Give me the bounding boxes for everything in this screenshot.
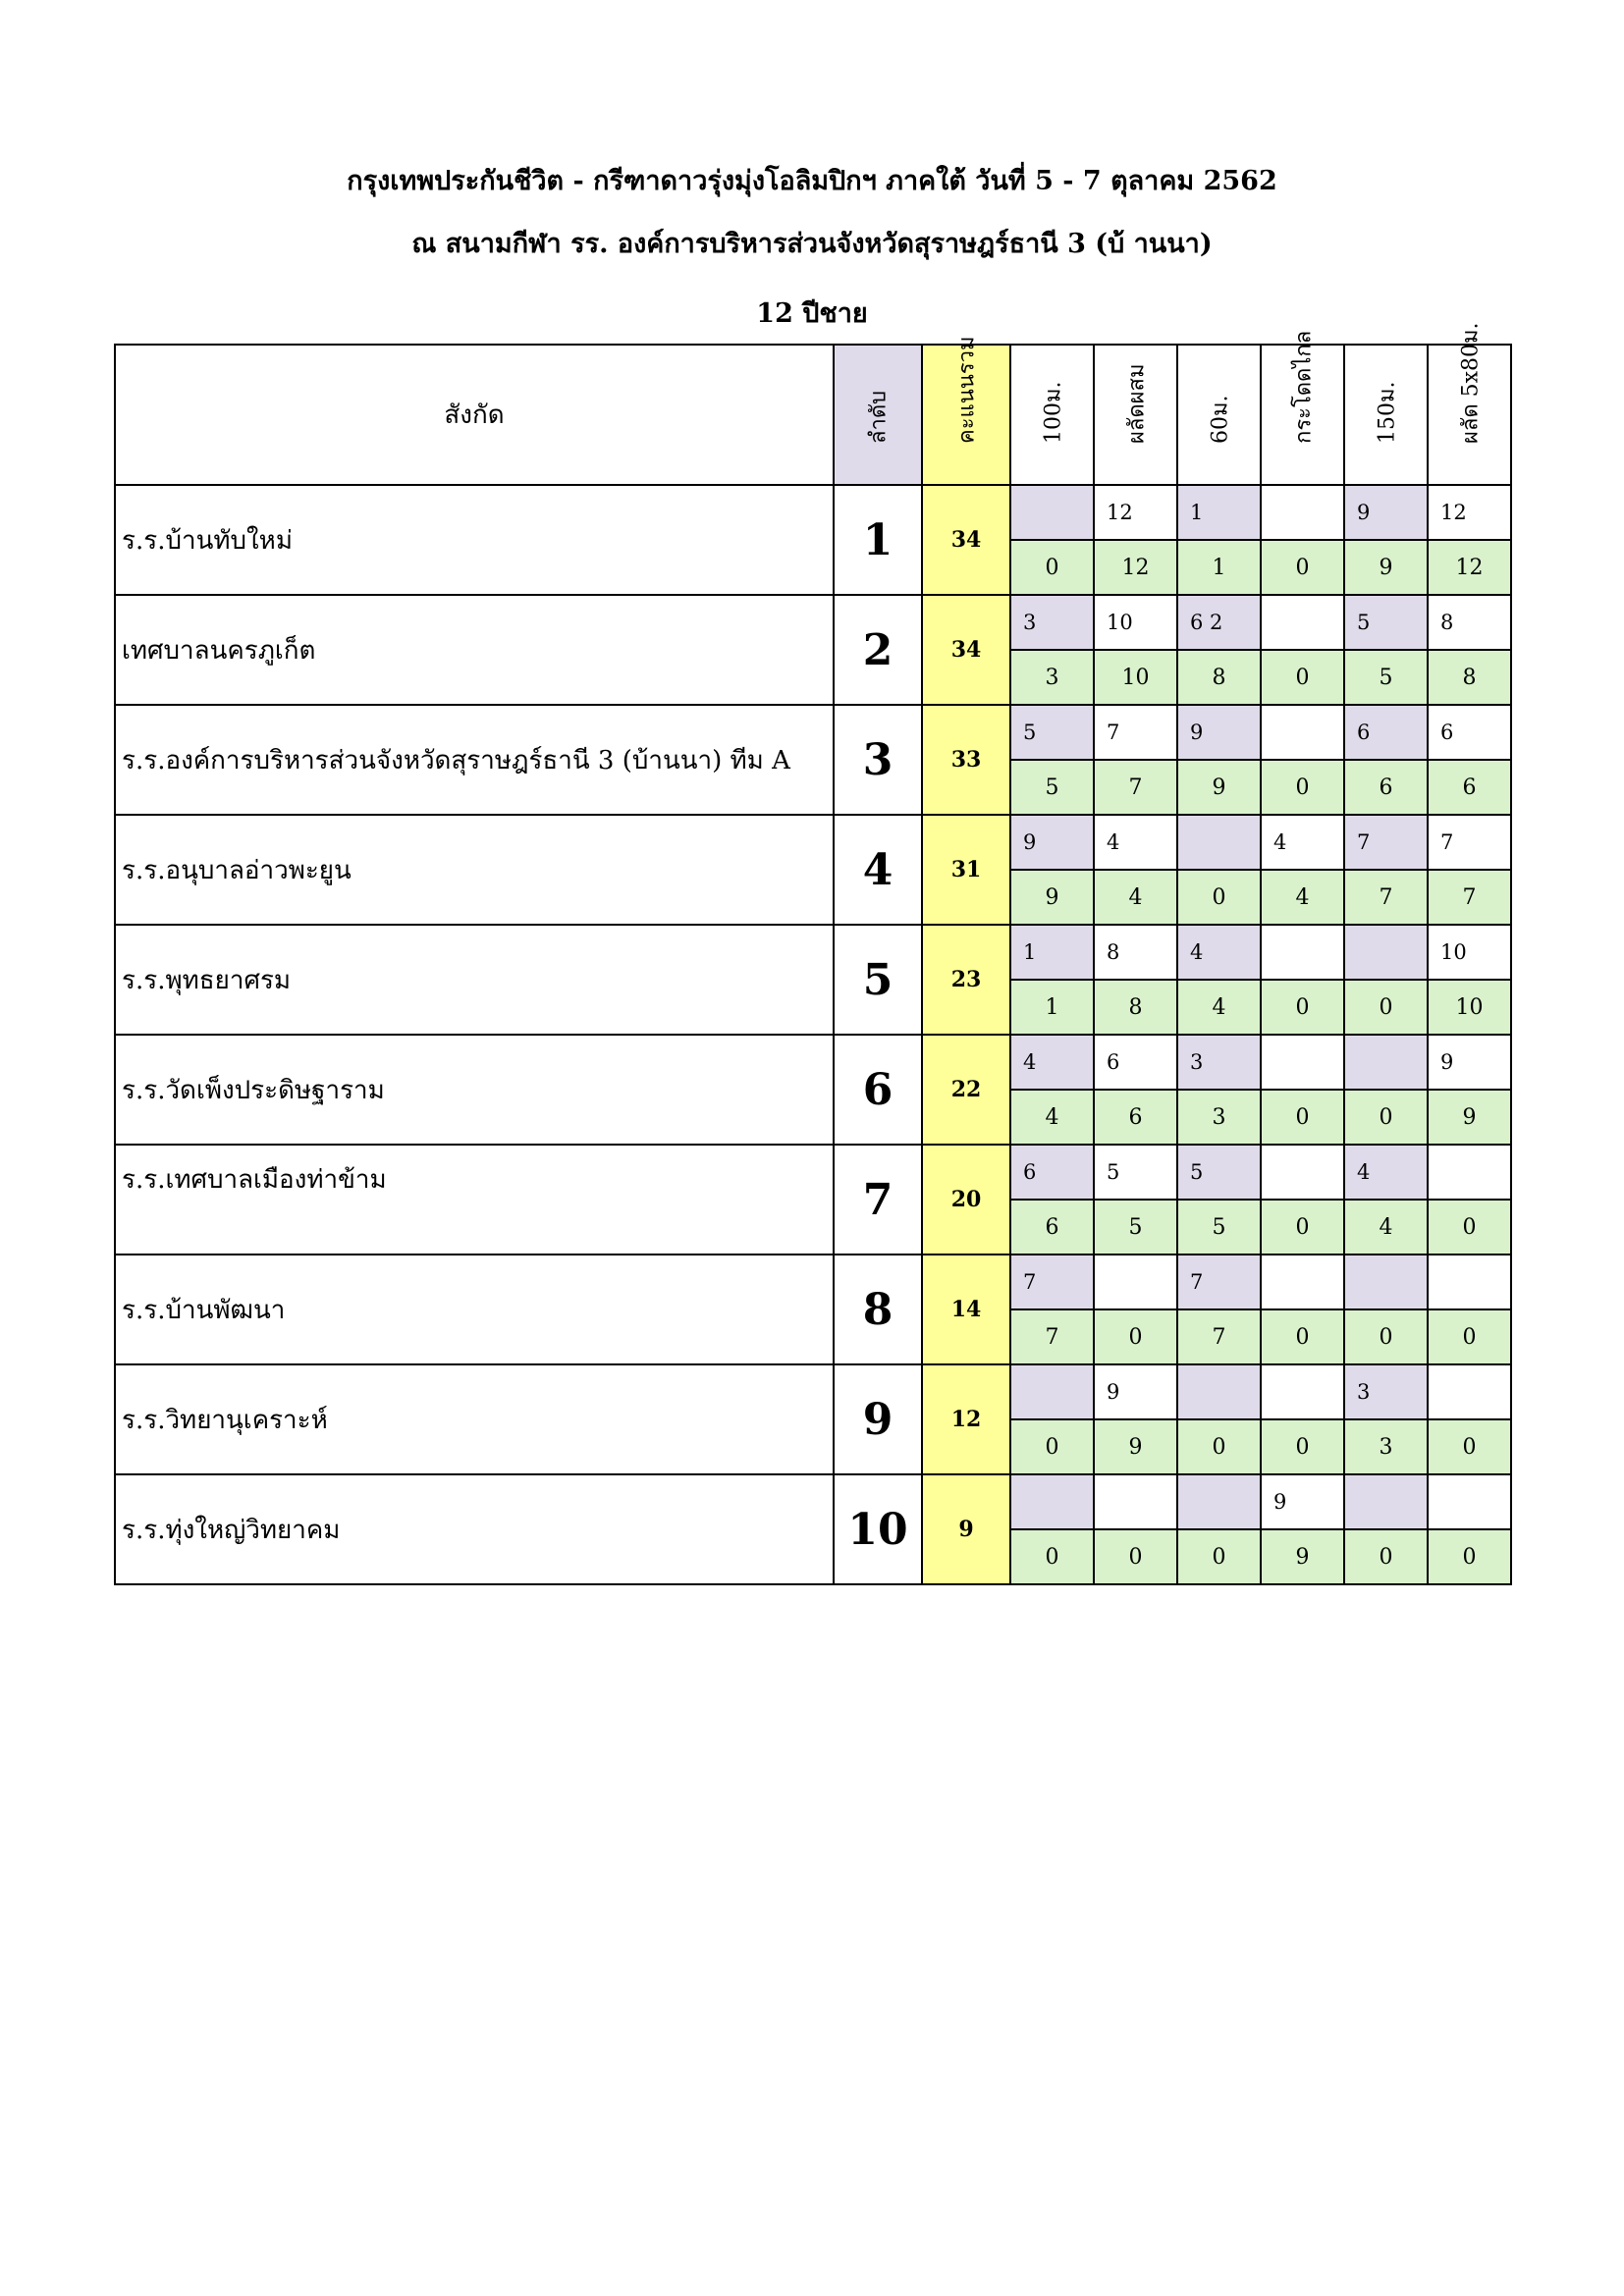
points-cell: 0 <box>1177 870 1261 925</box>
rank-value: 3 <box>834 705 922 815</box>
placement-cell <box>1010 1364 1094 1419</box>
points-cell: 3 <box>1177 1090 1261 1145</box>
rank-value: 9 <box>834 1364 922 1474</box>
placement-cell: 7 <box>1344 815 1428 870</box>
results-table <box>114 322 1512 1585</box>
placement-cell <box>1428 1364 1511 1419</box>
placement-cell: 7 <box>1094 705 1177 760</box>
placement-cell: 3 <box>1010 595 1094 650</box>
table-row <box>115 1035 1511 1090</box>
school-name: ร.ร.พุทธยาศรม <box>115 925 834 1035</box>
points-cell: 0 <box>1010 1529 1094 1584</box>
total-column-header <box>922 336 1010 485</box>
placement-cell: 6 2 <box>1177 595 1261 650</box>
rank-column-header <box>834 345 922 485</box>
table-row <box>115 705 1511 760</box>
placement-cell: 8 <box>1428 595 1511 650</box>
points-cell: 10 <box>1428 980 1511 1035</box>
total-score: 14 <box>922 1255 1010 1364</box>
placement-cell: 10 <box>1428 925 1511 980</box>
points-cell: 7 <box>1428 870 1511 925</box>
table-row <box>115 485 1511 540</box>
points-cell: 1 <box>1177 540 1261 595</box>
rank-column-label: ลำดับ <box>866 390 892 444</box>
rank-value: 10 <box>834 1474 922 1584</box>
points-cell: 9 <box>1094 1419 1177 1474</box>
total-score: 33 <box>922 705 1010 815</box>
placement-cell <box>1177 815 1261 870</box>
points-cell: 0 <box>1344 1529 1428 1584</box>
page-title: กรุงเทพประกันชีวิต - กรีฑาดาวรุ่งมุ่งโอลิมปิกฯ ภาคใต้ วันที่ 5 - 7 ตุลาคม 2562 <box>347 166 1277 196</box>
event-column-header <box>1177 345 1261 485</box>
placement-cell: 6 <box>1094 1035 1177 1090</box>
placement-cell <box>1177 1364 1261 1419</box>
points-cell: 12 <box>1094 540 1177 595</box>
table-row <box>115 1255 1511 1309</box>
total-score: 12 <box>922 1364 1010 1474</box>
placement-cell <box>1010 485 1094 540</box>
placement-cell <box>1261 595 1344 650</box>
placement-cell: 9 <box>1094 1364 1177 1419</box>
school-column-header: สังกัด <box>115 345 834 485</box>
points-cell: 4 <box>1010 1090 1094 1145</box>
points-cell: 5 <box>1010 760 1094 815</box>
total-score: 34 <box>922 485 1010 595</box>
placement-cell: 7 <box>1177 1255 1261 1309</box>
points-cell: 0 <box>1261 540 1344 595</box>
points-cell: 0 <box>1261 1419 1344 1474</box>
placement-cell <box>1261 705 1344 760</box>
school-name: ร.ร.ทุ่งใหญ่วิทยาคม <box>115 1474 834 1584</box>
points-cell: 0 <box>1428 1309 1511 1364</box>
points-cell: 7 <box>1177 1309 1261 1364</box>
event-column-header <box>1428 322 1511 485</box>
points-cell: 9 <box>1428 1090 1511 1145</box>
points-cell: 4 <box>1094 870 1177 925</box>
table-row <box>115 925 1511 980</box>
placement-cell <box>1261 1364 1344 1419</box>
points-cell: 0 <box>1261 650 1344 705</box>
placement-cell <box>1094 1255 1177 1309</box>
points-cell: 4 <box>1177 980 1261 1035</box>
school-name: ร.ร.เทศบาลเมืองท่าข้าม <box>115 1145 834 1255</box>
points-cell: 0 <box>1344 980 1428 1035</box>
points-cell: 3 <box>1344 1419 1428 1474</box>
event-column-label: 60ม. <box>1208 395 1232 444</box>
placement-cell: 1 <box>1177 485 1261 540</box>
points-cell: 6 <box>1428 760 1511 815</box>
placement-cell: 4 <box>1177 925 1261 980</box>
event-column-header <box>1261 330 1344 485</box>
event-column-label: 150ม. <box>1375 381 1399 444</box>
placement-cell <box>1344 1255 1428 1309</box>
points-cell: 9 <box>1010 870 1094 925</box>
points-cell: 10 <box>1094 650 1177 705</box>
placement-cell <box>1261 1035 1344 1090</box>
school-name: ร.ร.วัดเพ็งประดิษฐาราม <box>115 1035 834 1145</box>
placement-cell <box>1261 925 1344 980</box>
event-column-header <box>1344 345 1428 485</box>
placement-cell: 6 <box>1010 1145 1094 1200</box>
placement-cell: 3 <box>1177 1035 1261 1090</box>
placement-cell: 12 <box>1094 485 1177 540</box>
placement-cell <box>1094 1474 1177 1529</box>
points-cell: 0 <box>1177 1419 1261 1474</box>
venue-subtitle: ณ สนามกีฬา รร. องค์การบริหารส่วนจังหวัดสุราษฎร์ธานี 3 (บ้ านนา) <box>411 229 1213 259</box>
points-cell: 6 <box>1010 1200 1094 1255</box>
event-column-label: กระโดดไกล <box>1291 330 1316 444</box>
points-cell: 9 <box>1261 1529 1344 1584</box>
total-score: 34 <box>922 595 1010 705</box>
points-cell: 0 <box>1428 1529 1511 1584</box>
event-column-label: ผลัดผสม <box>1124 363 1149 444</box>
placement-cell: 9 <box>1344 485 1428 540</box>
total-score: 23 <box>922 925 1010 1035</box>
points-cell: 0 <box>1344 1309 1428 1364</box>
placement-cell: 6 <box>1428 705 1511 760</box>
school-name: ร.ร.บ้านพัฒนา <box>115 1255 834 1364</box>
placement-cell: 5 <box>1344 595 1428 650</box>
placement-cell: 9 <box>1261 1474 1344 1529</box>
placement-cell: 3 <box>1344 1364 1428 1419</box>
table-row <box>115 1145 1511 1200</box>
placement-cell: 9 <box>1177 705 1261 760</box>
placement-cell: 9 <box>1010 815 1094 870</box>
points-cell: 0 <box>1177 1529 1261 1584</box>
points-cell: 9 <box>1344 540 1428 595</box>
placement-cell <box>1177 1474 1261 1529</box>
rank-value: 7 <box>834 1145 922 1255</box>
points-cell: 0 <box>1261 1309 1344 1364</box>
placement-cell <box>1261 1255 1344 1309</box>
category-subtitle: 12 ปีชาย <box>756 298 868 329</box>
placement-cell <box>1010 1474 1094 1529</box>
placement-cell: 4 <box>1261 815 1344 870</box>
placement-cell: 4 <box>1094 815 1177 870</box>
total-score: 20 <box>922 1145 1010 1255</box>
points-cell: 8 <box>1177 650 1261 705</box>
total-score: 31 <box>922 815 1010 925</box>
placement-cell <box>1261 485 1344 540</box>
placement-cell: 5 <box>1010 705 1094 760</box>
placement-cell: 10 <box>1094 595 1177 650</box>
points-cell: 9 <box>1177 760 1261 815</box>
placement-cell: 5 <box>1177 1145 1261 1200</box>
placement-cell <box>1344 1474 1428 1529</box>
placement-cell: 7 <box>1010 1255 1094 1309</box>
school-name: ร.ร.วิทยานุเคราะห์ <box>115 1364 834 1474</box>
points-cell: 0 <box>1010 1419 1094 1474</box>
placement-cell: 5 <box>1094 1145 1177 1200</box>
rank-value: 8 <box>834 1255 922 1364</box>
points-cell: 0 <box>1261 760 1344 815</box>
header-row <box>115 345 1511 485</box>
placement-cell: 9 <box>1428 1035 1511 1090</box>
rank-value: 4 <box>834 815 922 925</box>
placement-cell: 6 <box>1344 705 1428 760</box>
placement-cell: 8 <box>1094 925 1177 980</box>
points-cell: 12 <box>1428 540 1511 595</box>
points-cell: 0 <box>1428 1419 1511 1474</box>
school-name: เทศบาลนครภูเก็ต <box>115 595 834 705</box>
points-cell: 7 <box>1094 760 1177 815</box>
table-row <box>115 595 1511 650</box>
points-cell: 0 <box>1094 1529 1177 1584</box>
placement-cell <box>1428 1255 1511 1309</box>
points-cell: 4 <box>1261 870 1344 925</box>
points-cell: 0 <box>1428 1200 1511 1255</box>
points-cell: 1 <box>1010 980 1094 1035</box>
total-score: 9 <box>922 1474 1010 1584</box>
points-cell: 0 <box>1261 980 1344 1035</box>
points-cell: 0 <box>1344 1090 1428 1145</box>
event-column-label: ผลัด 5x80ม. <box>1458 322 1483 444</box>
table-row <box>115 1364 1511 1419</box>
total-score: 22 <box>922 1035 1010 1145</box>
rank-value: 1 <box>834 485 922 595</box>
points-cell: 0 <box>1010 540 1094 595</box>
event-column-label: 100ม. <box>1041 381 1065 444</box>
points-cell: 5 <box>1177 1200 1261 1255</box>
placement-cell: 12 <box>1428 485 1511 540</box>
placement-cell <box>1428 1474 1511 1529</box>
placement-cell <box>1261 1145 1344 1200</box>
points-cell: 6 <box>1094 1090 1177 1145</box>
placement-cell: 4 <box>1010 1035 1094 1090</box>
rank-value: 5 <box>834 925 922 1035</box>
event-column-header <box>1094 345 1177 485</box>
school-name: ร.ร.บ้านทับใหม่ <box>115 485 834 595</box>
rank-value: 2 <box>834 595 922 705</box>
points-cell: 8 <box>1428 650 1511 705</box>
event-column-header <box>1010 345 1094 485</box>
placement-cell: 1 <box>1010 925 1094 980</box>
points-cell: 6 <box>1344 760 1428 815</box>
points-cell: 5 <box>1094 1200 1177 1255</box>
school-name: ร.ร.อนุบาลอ่าวพะยูน <box>115 815 834 925</box>
points-cell: 7 <box>1010 1309 1094 1364</box>
placement-cell: 7 <box>1428 815 1511 870</box>
total-column-label: คะแนนรวม <box>954 336 980 444</box>
points-cell: 0 <box>1094 1309 1177 1364</box>
points-cell: 7 <box>1344 870 1428 925</box>
points-cell: 0 <box>1261 1200 1344 1255</box>
placement-cell <box>1344 1035 1428 1090</box>
rank-value: 6 <box>834 1035 922 1145</box>
school-name: ร.ร.องค์การบริหารส่วนจังหวัดสุราษฎร์ธานี 3 (บ้านนา) ทีม A <box>115 705 834 815</box>
points-cell: 0 <box>1261 1090 1344 1145</box>
table-row <box>115 1474 1511 1529</box>
points-cell: 4 <box>1344 1200 1428 1255</box>
table-row <box>115 815 1511 870</box>
placement-cell <box>1428 1145 1511 1200</box>
points-cell: 8 <box>1094 980 1177 1035</box>
points-cell: 5 <box>1344 650 1428 705</box>
placement-cell: 4 <box>1344 1145 1428 1200</box>
points-cell: 3 <box>1010 650 1094 705</box>
placement-cell <box>1344 925 1428 980</box>
